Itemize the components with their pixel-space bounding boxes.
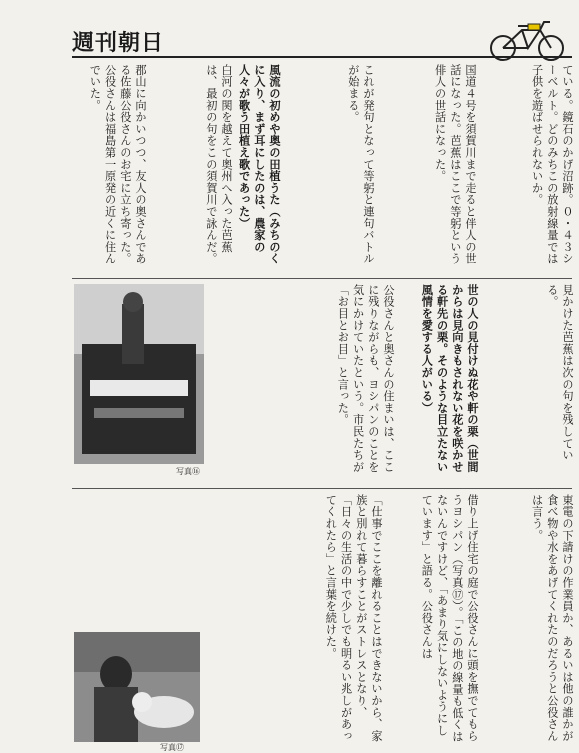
photo-caption: 写真⑯ — [176, 467, 200, 476]
section-divider — [72, 488, 572, 489]
body-column: 東電の下請けの作業員か、あるいは他の誰かが食べ物や水をあげてくれたのだろうと公役さんは言う。 — [530, 494, 574, 742]
body-column: これが発句となって等躬と連句バトルが始まる。 — [346, 64, 375, 265]
masthead-rule — [72, 56, 572, 58]
body-column: 白河の関を越えて奥州へ入った芭蕉は、最初の句をこの須賀川で詠んだ。 — [204, 64, 233, 265]
dog-photo — [74, 632, 200, 742]
section-divider — [72, 278, 572, 279]
section-heading: 風流の初めや奥の田植うた（みちのくに入り、まず耳にしたのは、農家の人々が歌う田植え歌であった） — [237, 64, 281, 265]
haiku-heading: 世の人の見付けぬ花や軒の栗（世間からは見向きもされない花を咲かせる軒先の栗。そのような目立たない風情を愛する人がいる） — [420, 284, 479, 473]
body-column: 見かけた芭蕉は次の句を残している。 — [545, 284, 574, 461]
photo-caption: 写真⑰ — [160, 743, 184, 752]
body-column: 郡山に向かいつつ、友人の奥さんである佐藤公役さんのお宅に立ち寄った。公役さんは福島第一原発の近くに住んでいた。 — [88, 64, 147, 265]
monument-photo — [74, 284, 204, 464]
body-column: 「仕事でここを離れることはできないから、家族と別れて暮らすことがストレスとなり、「日々の生活の中で少しでも明るい兆しがあってくれたら」と言葉を続けた。 — [324, 494, 383, 742]
masthead-title: 週刊朝日 — [72, 31, 165, 56]
body-column: 借り上げ住宅の庭で公役さんに頭を撫でてもらうヨシパン（写真⑰）。「この地の線量も低くはないんですけど、「あまり気にしないようにしています」と語る。公役さんは — [420, 494, 479, 743]
body-column: 公役さんと奥さんの住まいは、ここに残りながらも、ヨシパンのことを気にかけていたという。市民たちが「お目とお目」と言った。 — [336, 284, 395, 473]
body-column: ている。鏡石のかげ沼跡。０・４３シーベルト。どのみちこの放射線量では子供を遊ばせられないか。 — [530, 64, 574, 265]
body-column: 国道４号を須賀川まで走ると伴人の世話になった。芭蕉はここで等躬という俳人の世話になった。 — [433, 64, 477, 265]
